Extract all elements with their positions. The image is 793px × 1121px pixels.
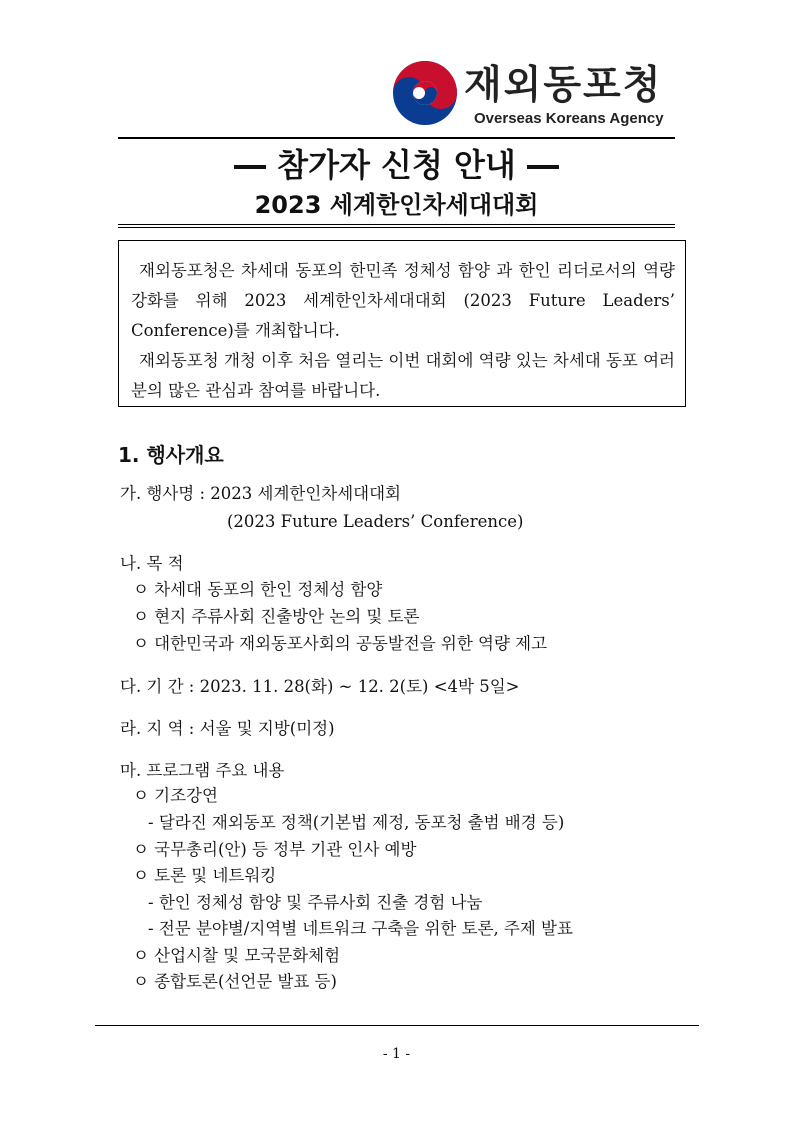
intro-paragraph-1: 재외동포청은 차세대 동포의 한민족 정체성 함양 과 한인 리더로서의 역량 강화를 위해 2023 세계한인차세대대회 (2023 Future Leaders’ Conference)를 개최합니다. <box>131 261 675 340</box>
document-title: ― 참가자 신청 안내 ― <box>234 146 559 184</box>
program-subitem: - 달라진 재외동포 정책(기본법 제정, 동포청 출범 배경 등) <box>148 813 565 832</box>
agency-logo <box>392 56 682 134</box>
program-item: ㅇ 기조강연 <box>133 786 218 805</box>
event-name-english: (2023 Future Leaders’ Conference) <box>227 512 524 531</box>
page-number: - 1 - <box>382 1046 411 1062</box>
period-line: 다. 기 간 : 2023. 11. 28(화) ~ 12. 2(토) <4박 5일> <box>120 677 520 696</box>
program-item: ㅇ 산업시찰 및 모국문화체험 <box>133 946 341 965</box>
intro-box <box>118 240 686 407</box>
purpose-item: ㅇ 현지 주류사회 진출방안 논의 및 토론 <box>133 607 420 626</box>
document-subtitle: 2023 세계한인차세대대회 <box>254 191 539 219</box>
logo-subtitle: Overseas Koreans Agency <box>474 110 664 127</box>
title-rule-bottom <box>118 224 675 225</box>
logo-title: 재외동포청 <box>464 63 663 108</box>
purpose-item: ㅇ 대한민국과 재외동포사회의 공동발전을 위한 역량 제고 <box>133 634 548 653</box>
program-item: ㅇ 토론 및 네트워킹 <box>133 866 277 885</box>
purpose-item: ㅇ 차세대 동포의 한인 정체성 함양 <box>133 580 383 599</box>
section-heading: 1. 행사개요 <box>118 443 224 467</box>
purpose-label: 나. 목 적 <box>120 554 184 573</box>
event-name-line: 가. 행사명 : 2023 세계한인차세대대회 <box>120 484 401 503</box>
program-subitem: - 전문 분야별/지역별 네트워크 구축을 위한 토론, 주제 발표 <box>148 919 573 938</box>
footer-rule <box>95 1025 699 1026</box>
program-item: ㅇ 국무총리(안) 등 정부 기관 인사 예방 <box>133 840 417 859</box>
taegeuk-logo-icon <box>392 60 458 126</box>
program-item: ㅇ 종합토론(선언문 발표 등) <box>133 972 337 991</box>
program-subitem: - 한인 정체성 함양 및 주류사회 진출 경험 나눔 <box>148 893 483 912</box>
intro-paragraph-2: 재외동포청 개청 이후 처음 열리는 이번 대회에 역량 있는 차세대 동포 여러분의 많은 관심과 참여를 바랍니다. <box>131 351 675 400</box>
region-line: 라. 지 역 : 서울 및 지방(미정) <box>120 719 335 738</box>
program-label: 마. 프로그램 주요 내용 <box>120 761 285 780</box>
title-rule-bottom-double <box>118 227 675 228</box>
title-rule-top <box>118 137 675 139</box>
